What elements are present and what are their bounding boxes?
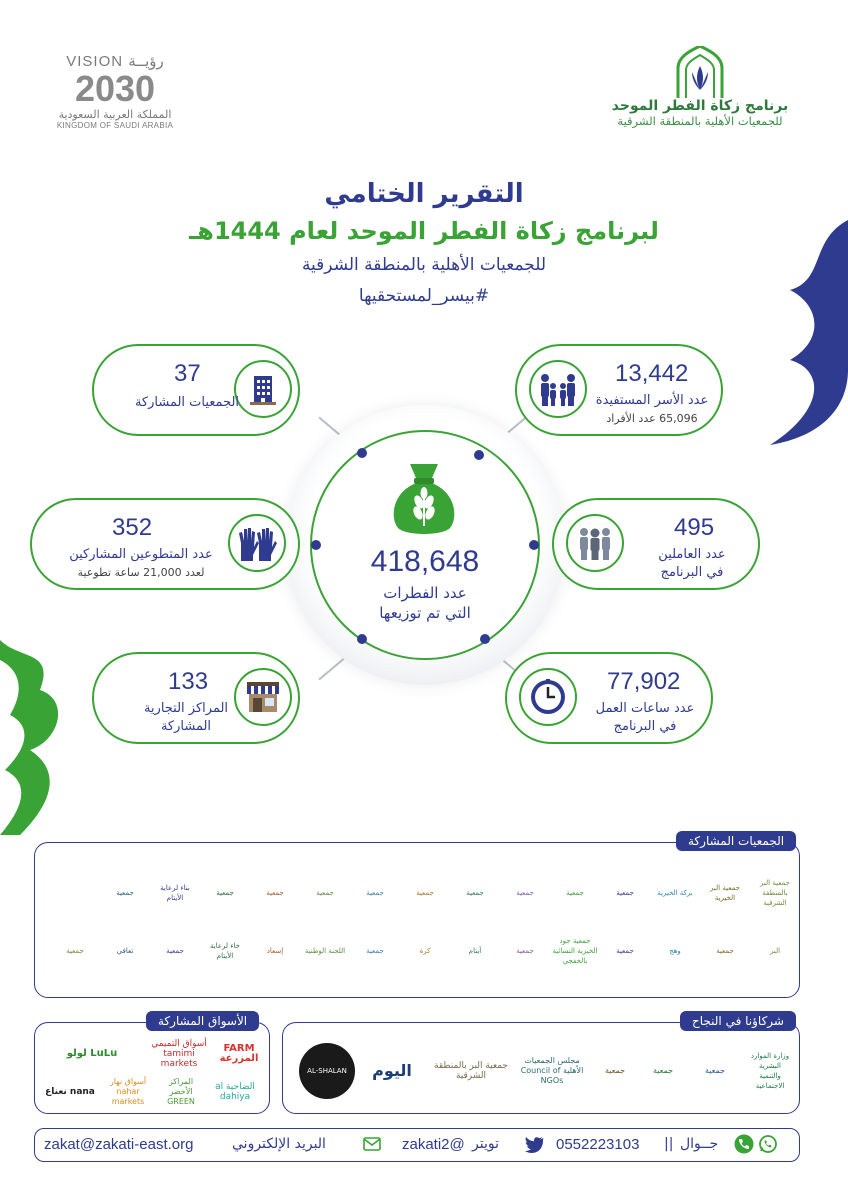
stat-card-centers xyxy=(92,652,300,744)
title-hashtag: #بيسر_لمستحقيها xyxy=(358,286,490,306)
title-line2: لبرنامج زكاة الفطر الموحد لعام 1444هـ xyxy=(189,217,659,245)
stat-icon-box xyxy=(228,514,286,572)
partner-logo-alshalan xyxy=(298,1036,356,1106)
association-logo: جمعية xyxy=(366,889,384,897)
email-link[interactable]: zakat@zakati-east.org xyxy=(44,1136,194,1153)
partners-title: شركاؤنا في النجاح xyxy=(680,1011,796,1031)
partner-logo: جمعية xyxy=(704,1066,726,1075)
vision-en: VISION رؤيــة xyxy=(66,52,164,70)
market-logo-tamimi: أسواق التميمي tamimi markets xyxy=(151,1039,207,1069)
stat-sublabel: 65,096 عدد الأفراد xyxy=(606,412,698,425)
raised-hands-icon xyxy=(237,525,277,561)
stat-value: 13,442 xyxy=(615,360,689,387)
stat-value: 37 xyxy=(174,360,201,387)
program-title: برنامج زكاة الفطر الموحد xyxy=(611,98,789,114)
building-icon xyxy=(246,372,280,406)
twitter-handle[interactable]: @zakati2 xyxy=(402,1136,465,1153)
center-label2: التي تم توزيعها xyxy=(379,604,471,622)
stat-card-hours xyxy=(505,652,713,744)
stat-value: 133 xyxy=(168,668,209,695)
store-icon xyxy=(245,680,281,714)
association-logo: جمعية xyxy=(166,947,184,955)
market-logo-green: المراكز الأخضر GREEN xyxy=(167,1077,195,1106)
kingdom-ar: المملكة العربية السعودية xyxy=(58,108,172,121)
phone-icon xyxy=(734,1134,754,1154)
vision-year: 2030 xyxy=(74,68,156,109)
market-logo-aldahiya: الضاحية al dahiya xyxy=(215,1082,255,1102)
connector-dot xyxy=(529,540,539,550)
whatsapp-icon xyxy=(758,1134,778,1154)
partner-logo: جمعية xyxy=(652,1066,674,1075)
stat-value: 495 xyxy=(674,514,715,541)
connector-dot xyxy=(480,634,490,644)
stat-card-volunteers xyxy=(30,498,300,590)
association-logo: جمعية xyxy=(266,889,284,897)
association-logo: جمعية xyxy=(416,889,434,897)
partner-logo: جمعية البر بالمنطقة الشرقية xyxy=(434,1061,508,1081)
market-logo-nahar: أسواق نهار nahar markets xyxy=(109,1077,147,1106)
family-icon xyxy=(537,372,579,406)
association-logo: جمعية xyxy=(566,889,584,897)
twitter-label: تويتر xyxy=(472,1136,499,1152)
partner-logo: مجلس الجمعيات الأهلية Council of NGOs xyxy=(520,1056,584,1085)
navy-swoosh-decoration xyxy=(730,210,848,450)
connector-dot xyxy=(474,450,484,460)
market-logo-nana: nana نعناع xyxy=(45,1087,95,1097)
market-logo-farm: FARM المزرعة xyxy=(219,1043,259,1064)
program-subtitle: للجمعيات الأهلية بالمنطقة الشرقية xyxy=(617,114,783,128)
association-logo: وهج xyxy=(669,947,681,955)
people-icon xyxy=(575,526,615,560)
association-logo: جمعية xyxy=(516,889,534,897)
association-logo: جمعية xyxy=(616,947,634,955)
connector-dot xyxy=(357,634,367,644)
partner-logo: جمعية xyxy=(604,1066,626,1075)
stat-label: في البرنامج xyxy=(660,565,724,580)
separator: || xyxy=(664,1136,674,1152)
stat-label: الجمعيات المشاركة xyxy=(134,395,240,410)
association-logo: جمعية البر الخيرية xyxy=(710,884,740,902)
stat-label: عدد ساعات العمل xyxy=(595,701,695,716)
association-logo: كرة xyxy=(419,947,431,955)
markets-title: الأسواق المشاركة xyxy=(146,1011,259,1031)
association-logo: جمعية xyxy=(66,947,84,955)
mosque-arch-icon xyxy=(672,46,728,98)
stat-card-families xyxy=(515,344,723,436)
association-logo: جمعية xyxy=(316,889,334,897)
green-swoosh-decoration xyxy=(0,630,90,840)
association-logo: جمعية xyxy=(716,947,734,955)
stat-icon-box xyxy=(529,360,587,418)
phone-number[interactable]: 0552223103 xyxy=(556,1136,640,1153)
center-label1: عدد الفطرات xyxy=(383,584,467,602)
market-logo-lulu: LuLu لولو xyxy=(66,1048,118,1059)
mail-icon xyxy=(362,1134,382,1154)
association-logo: خاء لرعاية الأيتام xyxy=(210,942,240,960)
title-line3: للجمعيات الأهلية بالمنطقة الشرقية xyxy=(301,255,547,275)
stat-label: عدد العاملين xyxy=(658,547,726,562)
association-logo: بناء لرعاية الأيتام xyxy=(160,884,190,902)
association-logo: إسعاد xyxy=(266,947,284,955)
association-logo: اللجنة الوطنية xyxy=(304,947,346,955)
connector-dot xyxy=(357,448,367,458)
email-label: البريد الإلكتروني xyxy=(232,1136,326,1152)
association-logo: جمعية xyxy=(116,889,134,897)
stat-card-associations xyxy=(92,344,300,436)
connector-dot xyxy=(311,540,321,550)
phone-label: جــوال xyxy=(680,1136,719,1152)
association-logo: تعافي xyxy=(116,947,134,955)
stat-icon-box xyxy=(566,514,624,572)
stat-value: 77,902 xyxy=(607,668,681,695)
association-logo: جمعية البر بالمنطقة الشرقية xyxy=(760,879,790,907)
center-value: 418,648 xyxy=(370,545,480,578)
twitter-icon xyxy=(524,1134,544,1154)
association-logo: أيتام xyxy=(468,947,482,955)
title-line1: التقرير الختامي xyxy=(324,179,524,209)
stat-card-workers xyxy=(552,498,760,590)
stat-label: عدد المتطوعين المشاركين xyxy=(69,547,213,562)
stat-label: في البرنامج xyxy=(613,719,677,734)
alshalan-badge: AL-SHALAN xyxy=(299,1043,355,1099)
partner-logo: وزارة الموارد البشرية والتنمية الاجتماعية xyxy=(750,1052,790,1090)
clock-icon xyxy=(529,678,567,716)
vision-2030-logo xyxy=(40,52,190,140)
stat-sublabel: لعدد 21,000 ساعة تطوعية xyxy=(77,566,205,579)
association-logo: البر xyxy=(769,947,781,955)
stat-value: 352 xyxy=(112,514,153,541)
stat-icon-box xyxy=(519,668,577,726)
partner-logo: اليوم xyxy=(372,1061,412,1080)
association-logo: جمعية جود الخيرية النسائية بالخفجي xyxy=(552,937,598,965)
association-logo: جمعية xyxy=(616,889,634,897)
association-logo: جمعية xyxy=(366,947,384,955)
report-title xyxy=(120,176,728,312)
zakat-bag-icon xyxy=(388,460,460,536)
association-logo: بركة الخيرية xyxy=(657,889,693,897)
association-logo: جمعية xyxy=(466,889,484,897)
associations-title: الجمعيات المشاركة xyxy=(676,831,796,851)
stat-label: عدد الأسر المستفيدة xyxy=(595,393,709,408)
program-logo xyxy=(600,46,800,141)
kingdom-en: KINGDOM OF SAUDI ARABIA xyxy=(56,121,174,130)
stat-label: المشاركة xyxy=(160,719,212,734)
association-logo: جمعية xyxy=(516,947,534,955)
stat-icon-box xyxy=(234,360,292,418)
stat-label: المراكز التجارية xyxy=(143,701,229,716)
association-logo: جمعية xyxy=(216,889,234,897)
